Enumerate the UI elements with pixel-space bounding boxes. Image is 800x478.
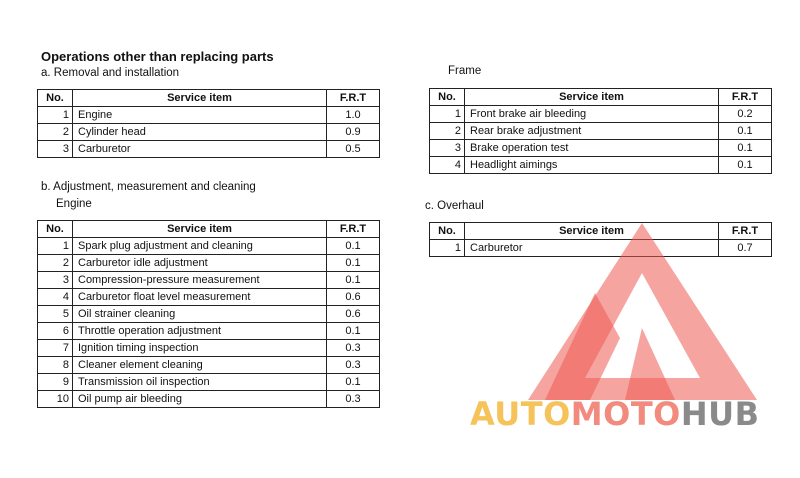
- row-no: 4: [430, 157, 465, 174]
- row-item: Transmission oil inspection: [73, 374, 327, 391]
- col-no-header: No.: [430, 223, 465, 240]
- table-row: [38, 340, 380, 357]
- section-a-label: a. Removal and installation: [41, 67, 180, 79]
- row-no: 3: [38, 141, 73, 158]
- frame-label: Frame: [448, 65, 482, 77]
- table-row: [38, 306, 380, 323]
- page-heading: Operations other than replacing parts: [41, 49, 274, 64]
- row-no: 1: [430, 240, 465, 257]
- col-no-header: No.: [38, 221, 73, 238]
- table-header-row: [38, 90, 380, 107]
- col-frt-header: F.R.T: [327, 90, 380, 107]
- table-row: [38, 289, 380, 306]
- removal-installation-table: [37, 89, 380, 158]
- section-b-label: b. Adjustment, measurement and cleaning: [41, 181, 256, 193]
- row-item: Cleaner element cleaning: [73, 357, 327, 374]
- row-frt: 0.3: [327, 357, 380, 374]
- row-item: Headlight aimings: [465, 157, 719, 174]
- row-frt: 0.6: [327, 306, 380, 323]
- row-frt: 0.1: [719, 123, 772, 140]
- table-row: [38, 107, 380, 124]
- row-no: 4: [38, 289, 73, 306]
- section-b-sublabel: Engine: [56, 198, 92, 210]
- table-row: [38, 357, 380, 374]
- row-item: Ignition timing inspection: [73, 340, 327, 357]
- row-frt: 0.2: [719, 106, 772, 123]
- table-row: [38, 141, 380, 158]
- row-no: 9: [38, 374, 73, 391]
- row-item: Oil strainer cleaning: [73, 306, 327, 323]
- row-item: Spark plug adjustment and cleaning: [73, 238, 327, 255]
- row-item: Engine: [73, 107, 327, 124]
- table-header-row: [430, 89, 772, 106]
- row-item: Rear brake adjustment: [465, 123, 719, 140]
- table-row: [38, 238, 380, 255]
- frame-table: [429, 88, 772, 174]
- row-frt: 0.1: [327, 374, 380, 391]
- row-frt: 0.1: [719, 157, 772, 174]
- row-frt: 0.3: [327, 391, 380, 408]
- table-header-row: [38, 221, 380, 238]
- row-item: Throttle operation adjustment: [73, 323, 327, 340]
- col-frt-header: F.R.T: [327, 221, 380, 238]
- col-no-header: No.: [38, 90, 73, 107]
- row-frt: 0.5: [327, 141, 380, 158]
- row-item: Oil pump air bleeding: [73, 391, 327, 408]
- row-frt: 0.9: [327, 124, 380, 141]
- row-item: Carburetor idle adjustment: [73, 255, 327, 272]
- table-row: [430, 106, 772, 123]
- table-row: [38, 374, 380, 391]
- row-no: 3: [38, 272, 73, 289]
- watermark-logo-icon: [525, 218, 760, 403]
- row-item: Carburetor: [465, 240, 719, 257]
- watermark-auto: AUTO: [470, 395, 571, 433]
- row-frt: 0.1: [327, 238, 380, 255]
- table-row: [38, 255, 380, 272]
- row-item: Cylinder head: [73, 124, 327, 141]
- col-frt-header: F.R.T: [719, 89, 772, 106]
- watermark-text: [470, 395, 760, 433]
- table-row: [38, 272, 380, 289]
- row-no: 3: [430, 140, 465, 157]
- col-item-header: Service item: [73, 90, 327, 107]
- table-row: [38, 124, 380, 141]
- row-no: 5: [38, 306, 73, 323]
- col-item-header: Service item: [465, 223, 719, 240]
- adjustment-table: [37, 220, 380, 408]
- table-row: [430, 157, 772, 174]
- row-item: Brake operation test: [465, 140, 719, 157]
- col-frt-header: F.R.T: [719, 223, 772, 240]
- row-frt: 0.3: [327, 340, 380, 357]
- watermark-moto: MOTO: [570, 395, 681, 433]
- row-item: Front brake air bleeding: [465, 106, 719, 123]
- row-item: Carburetor float level measurement: [73, 289, 327, 306]
- table-row: [38, 391, 380, 408]
- row-frt: 0.1: [327, 323, 380, 340]
- col-item-header: Service item: [465, 89, 719, 106]
- row-frt: 0.1: [719, 140, 772, 157]
- row-no: 8: [38, 357, 73, 374]
- row-frt: 0.7: [719, 240, 772, 257]
- row-no: 6: [38, 323, 73, 340]
- row-no: 2: [38, 255, 73, 272]
- row-no: 1: [38, 107, 73, 124]
- watermark-hub: HUB: [680, 395, 760, 433]
- row-item: Carburetor: [73, 141, 327, 158]
- table-row: [38, 323, 380, 340]
- col-item-header: Service item: [73, 221, 327, 238]
- row-item: Compression-pressure measurement: [73, 272, 327, 289]
- row-no: 1: [430, 106, 465, 123]
- row-no: 7: [38, 340, 73, 357]
- row-no: 1: [38, 238, 73, 255]
- row-no: 2: [430, 123, 465, 140]
- section-c-label: c. Overhaul: [425, 200, 484, 212]
- row-frt: 0.6: [327, 289, 380, 306]
- row-no: 2: [38, 124, 73, 141]
- row-frt: 1.0: [327, 107, 380, 124]
- table-row: [430, 140, 772, 157]
- row-frt: 0.1: [327, 272, 380, 289]
- col-no-header: No.: [430, 89, 465, 106]
- row-no: 10: [38, 391, 73, 408]
- row-frt: 0.1: [327, 255, 380, 272]
- table-row: [430, 123, 772, 140]
